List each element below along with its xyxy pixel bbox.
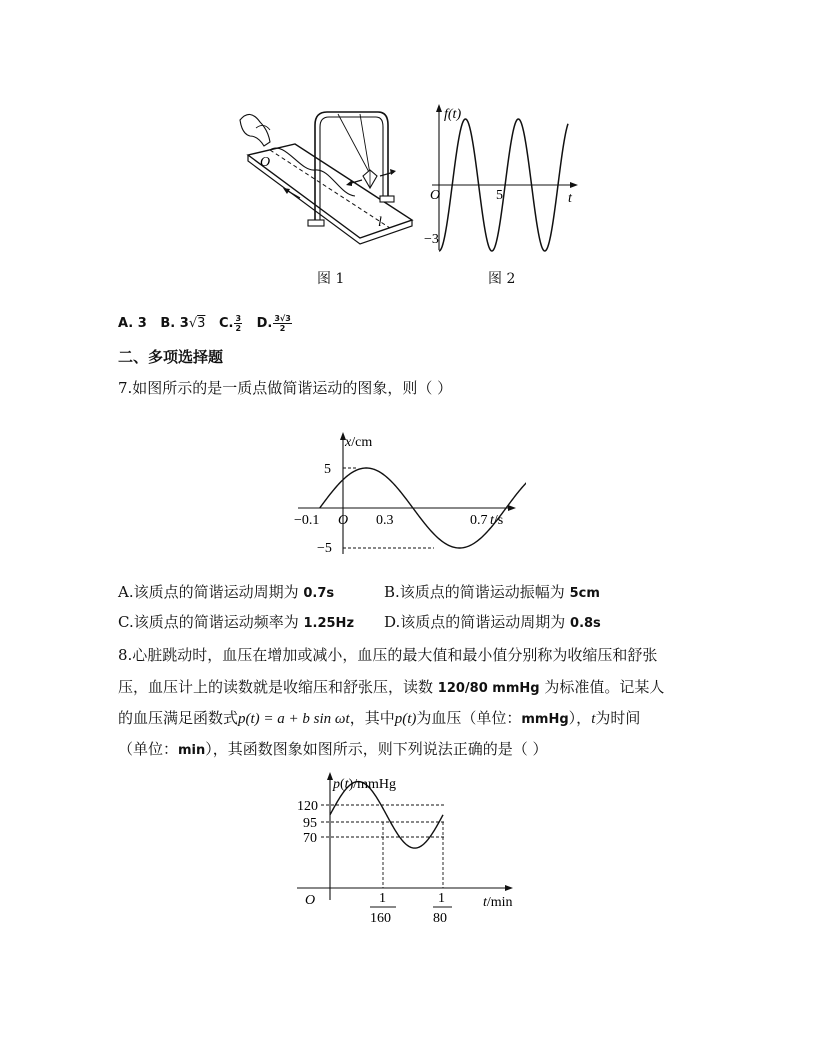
q8-origin: O bbox=[305, 893, 316, 908]
q8-x-label: t/min bbox=[483, 895, 513, 910]
q8-line3: 的血压满足函数式p(t) = a + b sin ωt，其中p(t)为血压（单位：mmHg），t为时间 bbox=[118, 709, 641, 727]
q6-options bbox=[118, 314, 293, 334]
q6-option-d: D. $\frac{3√3}{2}$ bbox=[256, 314, 291, 333]
section2-title: 二、多项选择题 bbox=[118, 348, 224, 366]
figure1-length-label: l bbox=[378, 215, 382, 230]
figure2-y-label: f(t) bbox=[444, 107, 462, 122]
q7-tick-5: 5 bbox=[324, 462, 331, 477]
figure2-origin: O bbox=[430, 188, 441, 203]
q7-y-label: x/cm bbox=[345, 435, 373, 450]
figure2-caption: 图 2 bbox=[488, 271, 516, 287]
q8-chart bbox=[285, 770, 525, 932]
q6-option-b: B. 3√3 bbox=[160, 316, 206, 331]
svg-text:80: 80 bbox=[433, 911, 447, 926]
q7-tick-neg5: −5 bbox=[317, 541, 332, 556]
q8-tick-1-160 bbox=[370, 891, 396, 926]
q7-x-label: t/s bbox=[490, 513, 504, 528]
q8-tick-70: 70 bbox=[303, 831, 317, 846]
q7-option-d: D.该质点的简谐运动周期为 0.8s bbox=[384, 613, 601, 631]
figure2-x-label: t bbox=[568, 191, 572, 206]
q7-option-a: A.该质点的简谐运动周期为 0.7s bbox=[118, 583, 335, 601]
svg-text:1: 1 bbox=[438, 891, 445, 906]
q6-option-c: C. $\frac{3}{2}$ bbox=[218, 314, 242, 333]
q8-line2: 压，血压计上的读数就是收缩压和舒张压，读数 120/80 mmHg 为标准值。记某人 bbox=[118, 678, 665, 696]
q8-tick-95: 95 bbox=[303, 816, 317, 831]
q8-tick-1-80 bbox=[433, 891, 452, 926]
q7-stem: 7.如图所示的是一质点做简谐运动的图象，则（ ） bbox=[118, 379, 453, 397]
q8-line1: 8.心脏跳动时，血压在增加或减小，血压的最大值和最小值分别称为收缩压和舒张 bbox=[118, 646, 658, 664]
q7-chart bbox=[290, 428, 526, 558]
figure1-origin-label: O bbox=[260, 155, 271, 170]
q7-option-c: C.该质点的简谐运动频率为 1.25Hz bbox=[118, 613, 355, 631]
q7-tick-neg01: −0.1 bbox=[294, 513, 320, 528]
q8-y-label: p(t)/mmHg bbox=[333, 777, 397, 792]
q7-option-b: B.该质点的简谐运动振幅为 5cm bbox=[384, 583, 600, 601]
figure1-apparatus bbox=[230, 100, 425, 260]
q8-tick-120: 120 bbox=[297, 799, 318, 814]
figure1-caption: 图 1 bbox=[317, 271, 345, 287]
q7-tick-03: 0.3 bbox=[376, 513, 394, 528]
figure2-tick-y: −3 bbox=[424, 232, 439, 247]
figure2-tick-x: 5 bbox=[496, 188, 503, 203]
svg-text:160: 160 bbox=[370, 911, 391, 926]
q6-option-a: A. 3 bbox=[118, 316, 147, 331]
q7-tick-07: 0.7 bbox=[470, 513, 488, 528]
figure2-chart bbox=[422, 100, 584, 260]
q7-tick-origin: O bbox=[338, 513, 349, 528]
svg-text:1: 1 bbox=[379, 891, 386, 906]
q8-line4: （单位：min），其函数图象如图所示，则下列说法正确的是（ ） bbox=[118, 740, 548, 758]
figure1-hand bbox=[240, 114, 270, 146]
